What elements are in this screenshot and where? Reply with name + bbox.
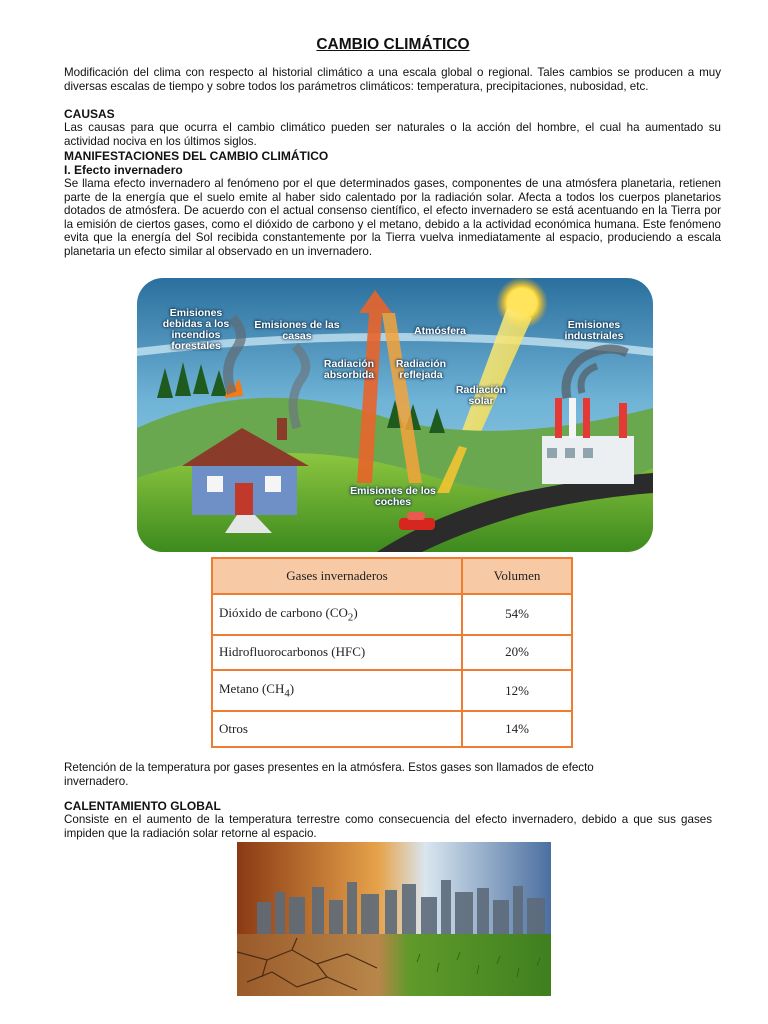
label-radiacion-solar: Radiación solar bbox=[455, 384, 507, 407]
gas-name-cell: Metano $(CH_4)$ bbox=[212, 670, 462, 711]
label-atmosfera: Atmósfera bbox=[414, 325, 466, 337]
document-title: CAMBIO CLIMÁTICO bbox=[316, 36, 470, 53]
table-row bbox=[212, 635, 572, 671]
gas-name-cell: Otros bbox=[212, 711, 462, 747]
volume-cell: 20% bbox=[462, 635, 572, 671]
efecto-invernadero-paragraph: Se llama efecto invernadero al fenómeno por el que determinados gases, componentes de una atmósfera planetaria, retienen parte de la energía que el suelo emite al haber sido calentado por la radiación solar. Afecta a todos los cuerpos planetarios dotados de atmósfera. De acuerdo con el actual consenso científico, el efecto invernadero se está acentuando en la Tierra por la emisión de ciertos gases, como el dióxido de carbono y el metano, debido a la actividad económica humana. Este fenómeno evita que la energía del Sol recibida constantemente por la Tierra vuelva inmediatamente al espacio, produciendo a escala planetaria un efecto similar al observado en un invernadero. bbox=[64, 177, 721, 258]
header-volumen: Volumen bbox=[462, 558, 572, 594]
calentamiento-heading: CALENTAMIENTO GLOBAL bbox=[64, 799, 221, 813]
causas-paragraph: Las causas para que ocurra el cambio climático pueden ser naturales o la acción del hombre, el cual ha aumentado su actividad nociva en los últimos siglos. bbox=[64, 121, 721, 148]
global-warming-photo bbox=[237, 842, 551, 996]
volume-cell: 14% bbox=[462, 711, 572, 747]
causas-heading: CAUSAS bbox=[64, 107, 115, 121]
greenhouse-effect-illustration bbox=[137, 278, 653, 552]
label-coches: Emisiones de los coches bbox=[350, 485, 436, 508]
gas-name-cell: Dióxido de carbono $(CO_2)$ bbox=[212, 594, 462, 635]
label-radiacion-reflejada: Radiación reflejada bbox=[395, 358, 447, 381]
gas-name-cell: Hidrofluorocarbonos (HFC) bbox=[212, 635, 462, 671]
calentamiento-paragraph: Consiste en el aumento de la temperatura terrestre como consecuencia del efecto invernadero, debido a que sus gases impiden que la radiación solar retorne al espacio. bbox=[64, 813, 712, 840]
volume-cell: 54% bbox=[462, 594, 572, 635]
greenhouse-gases-table bbox=[211, 557, 573, 748]
label-industriales: Emisiones industriales bbox=[564, 319, 624, 342]
volume-cell: 12% bbox=[462, 670, 572, 711]
label-radiacion-absorbida: Radiación absorbida bbox=[323, 358, 375, 381]
table-row bbox=[212, 594, 572, 635]
label-incendios: Emisiones debidas a los incendios forestales bbox=[162, 307, 230, 352]
table-row bbox=[212, 670, 572, 711]
label-casas: Emisiones de las casas bbox=[254, 319, 340, 342]
manifestaciones-heading: MANIFESTACIONES DEL CAMBIO CLIMÁTICO bbox=[64, 149, 329, 163]
header-gases: Gases invernaderos bbox=[212, 558, 462, 594]
efecto-invernadero-subheading: I. Efecto invernadero bbox=[64, 163, 183, 177]
table-header-row bbox=[212, 558, 572, 594]
table-row bbox=[212, 711, 572, 747]
intro-paragraph: Modificación del clima con respecto al historial climático a una escala global o regional. Tales cambios se producen a muy diversas escalas de tiempo y sobre todos los parámetros climáticos: temperatura, precipitaciones, nubosidad, etc. bbox=[64, 66, 721, 93]
retencion-paragraph: Retención de la temperatura por gases presentes en la atmósfera. Estos gases son llamados de efecto invernadero. bbox=[64, 761, 594, 788]
